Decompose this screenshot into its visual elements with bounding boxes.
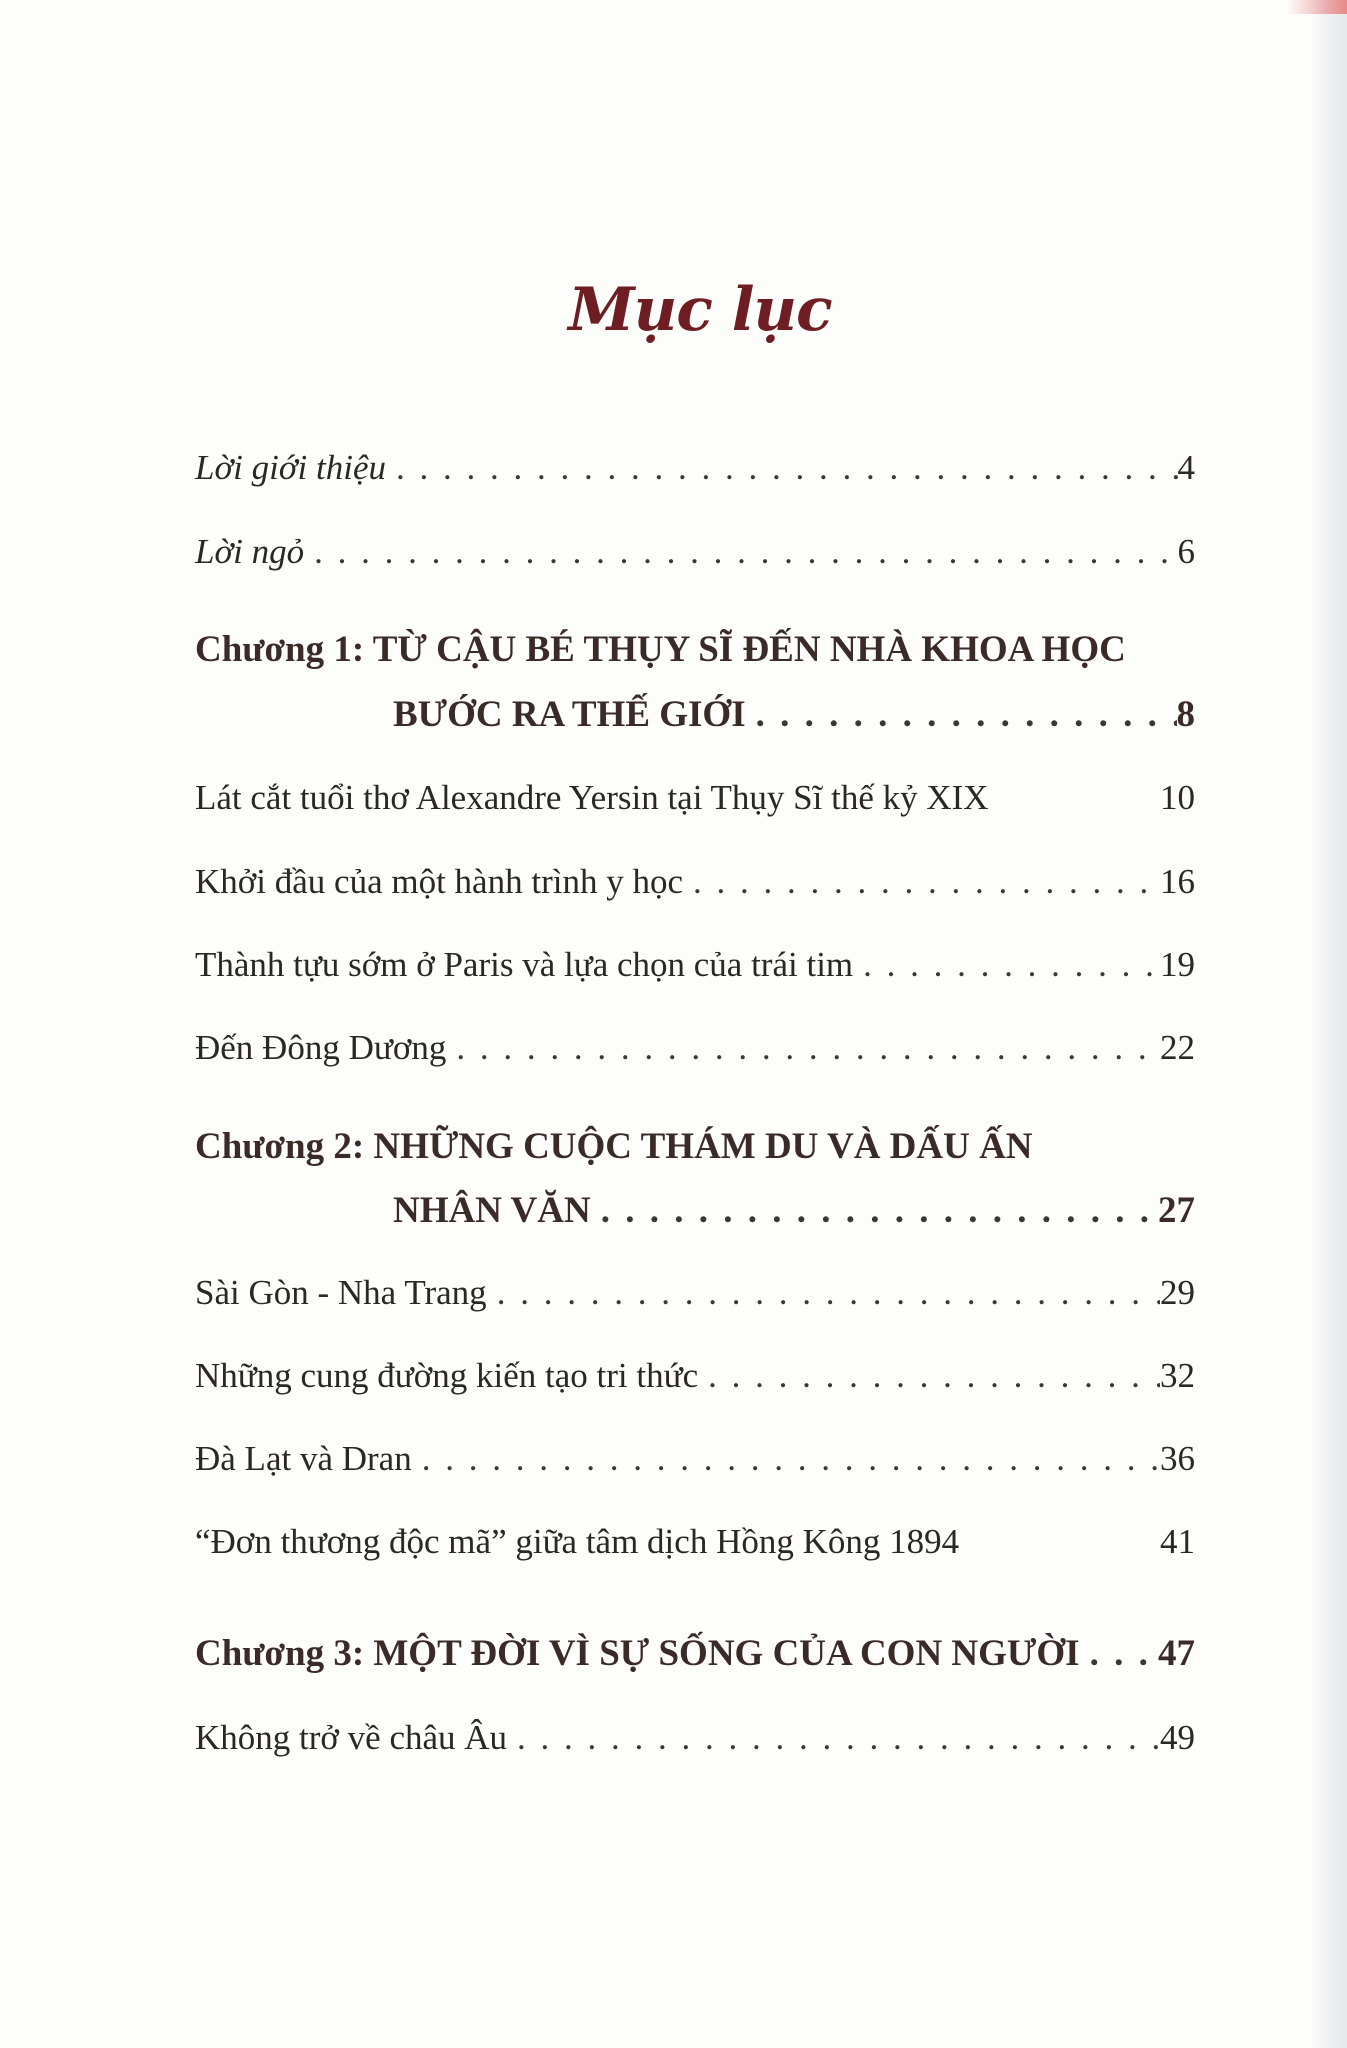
toc-entry-label: Lát cắt tuổi thơ Alexandre Yersin tại Thụy Sĩ thế kỷ XIX [195, 778, 989, 817]
toc-leader-dots [591, 1189, 1158, 1233]
toc-page-number: 22 [1160, 1028, 1195, 1067]
toc-entry[interactable] [195, 1520, 1195, 1564]
toc-entry[interactable] [195, 1026, 1195, 1070]
toc-entry-label: Lời giới thiệu [195, 448, 386, 487]
toc-chapter-label: Chương 2: NHỮNG CUỘC THÁM DU VÀ DẤU ẤN [195, 1126, 1033, 1167]
toc-chapter-label-continued: NHÂN VĂN [393, 1190, 591, 1231]
toc-page-number: 16 [1160, 862, 1195, 901]
toc-leader-dots [304, 530, 1177, 574]
toc-leader-dots [683, 860, 1160, 904]
toc-entry-label: Lời ngỏ [195, 532, 305, 571]
toc-page-number: 47 [1158, 1633, 1195, 1674]
toc-page-number: 4 [1177, 448, 1195, 487]
toc-chapter-label: Chương 3: MỘT ĐỜI VÌ SỰ SỐNG CỦA CON NGƯỜI [195, 1633, 1080, 1674]
toc-page-number: 19 [1160, 945, 1195, 984]
toc-leader-dots [507, 1716, 1160, 1760]
toc-leader-dots [698, 1354, 1160, 1398]
toc-page-number: 6 [1177, 532, 1195, 571]
page-title: Mục lục [568, 275, 832, 345]
toc-entry-label: Thành tựu sớm ở Paris và lựa chọn của trái tim [195, 945, 854, 984]
toc-leader-dots [1080, 1632, 1158, 1676]
toc-entry[interactable] [195, 776, 1195, 820]
toc-leader-dots [487, 1271, 1160, 1315]
toc-entry-label: “Đơn thương độc mã” giữa tâm dịch Hồng Kông 1894 [195, 1522, 960, 1561]
toc-page-number: 32 [1160, 1356, 1195, 1395]
toc-entry-label: Đến Đông Dương [195, 1028, 447, 1067]
toc-chapter-label: Chương 1: TỪ CẬU BÉ THỤY SĨ ĐẾN NHÀ KHOA HỌC [195, 629, 1126, 670]
toc-leader-dots [746, 693, 1177, 737]
toc-entry[interactable] [195, 860, 1195, 904]
toc-entry-label: Đà Lạt và Dran [195, 1439, 412, 1478]
toc-entry[interactable] [195, 1271, 1195, 1315]
toc-leader-dots [386, 446, 1178, 490]
toc-leader-dots [412, 1437, 1160, 1481]
toc-chapter-1-continued[interactable] [393, 693, 1195, 737]
toc-entry[interactable] [195, 1437, 1195, 1481]
toc-entry-label: Những cung đường kiến tạo tri thức [195, 1356, 699, 1395]
toc-chapter-2-continued[interactable] [393, 1189, 1195, 1233]
toc-entry-label: Không trở về châu Âu [195, 1718, 508, 1757]
toc-chapter-1-heading[interactable] [195, 628, 1195, 672]
toc-page-number: 41 [1160, 1522, 1195, 1561]
toc-leader-dots [853, 943, 1160, 987]
toc-entry[interactable] [195, 1716, 1195, 1760]
toc-page-number: 49 [1160, 1718, 1195, 1757]
toc-page-number: 8 [1176, 694, 1195, 735]
toc-chapter-3-heading[interactable] [195, 1632, 1195, 1676]
toc-entry-intro[interactable] [195, 446, 1195, 490]
toc-entry-label: Khởi đầu của một hành trình y học [195, 862, 683, 901]
toc-chapter-label-continued: BƯỚC RA THẾ GIỚI [393, 694, 746, 735]
toc-leader-dots [446, 1026, 1160, 1070]
toc-page-number: 10 [1160, 778, 1195, 817]
toc-page-number: 29 [1160, 1273, 1195, 1312]
toc-chapter-2-heading[interactable] [195, 1125, 1195, 1169]
toc-entry[interactable] [195, 943, 1195, 987]
toc-entry-preface[interactable] [195, 530, 1195, 574]
toc-page-number: 36 [1160, 1439, 1195, 1478]
toc-page-number: 27 [1158, 1190, 1195, 1231]
toc-entry-label: Sài Gòn - Nha Trang [195, 1273, 487, 1312]
toc-entry[interactable] [195, 1354, 1195, 1398]
